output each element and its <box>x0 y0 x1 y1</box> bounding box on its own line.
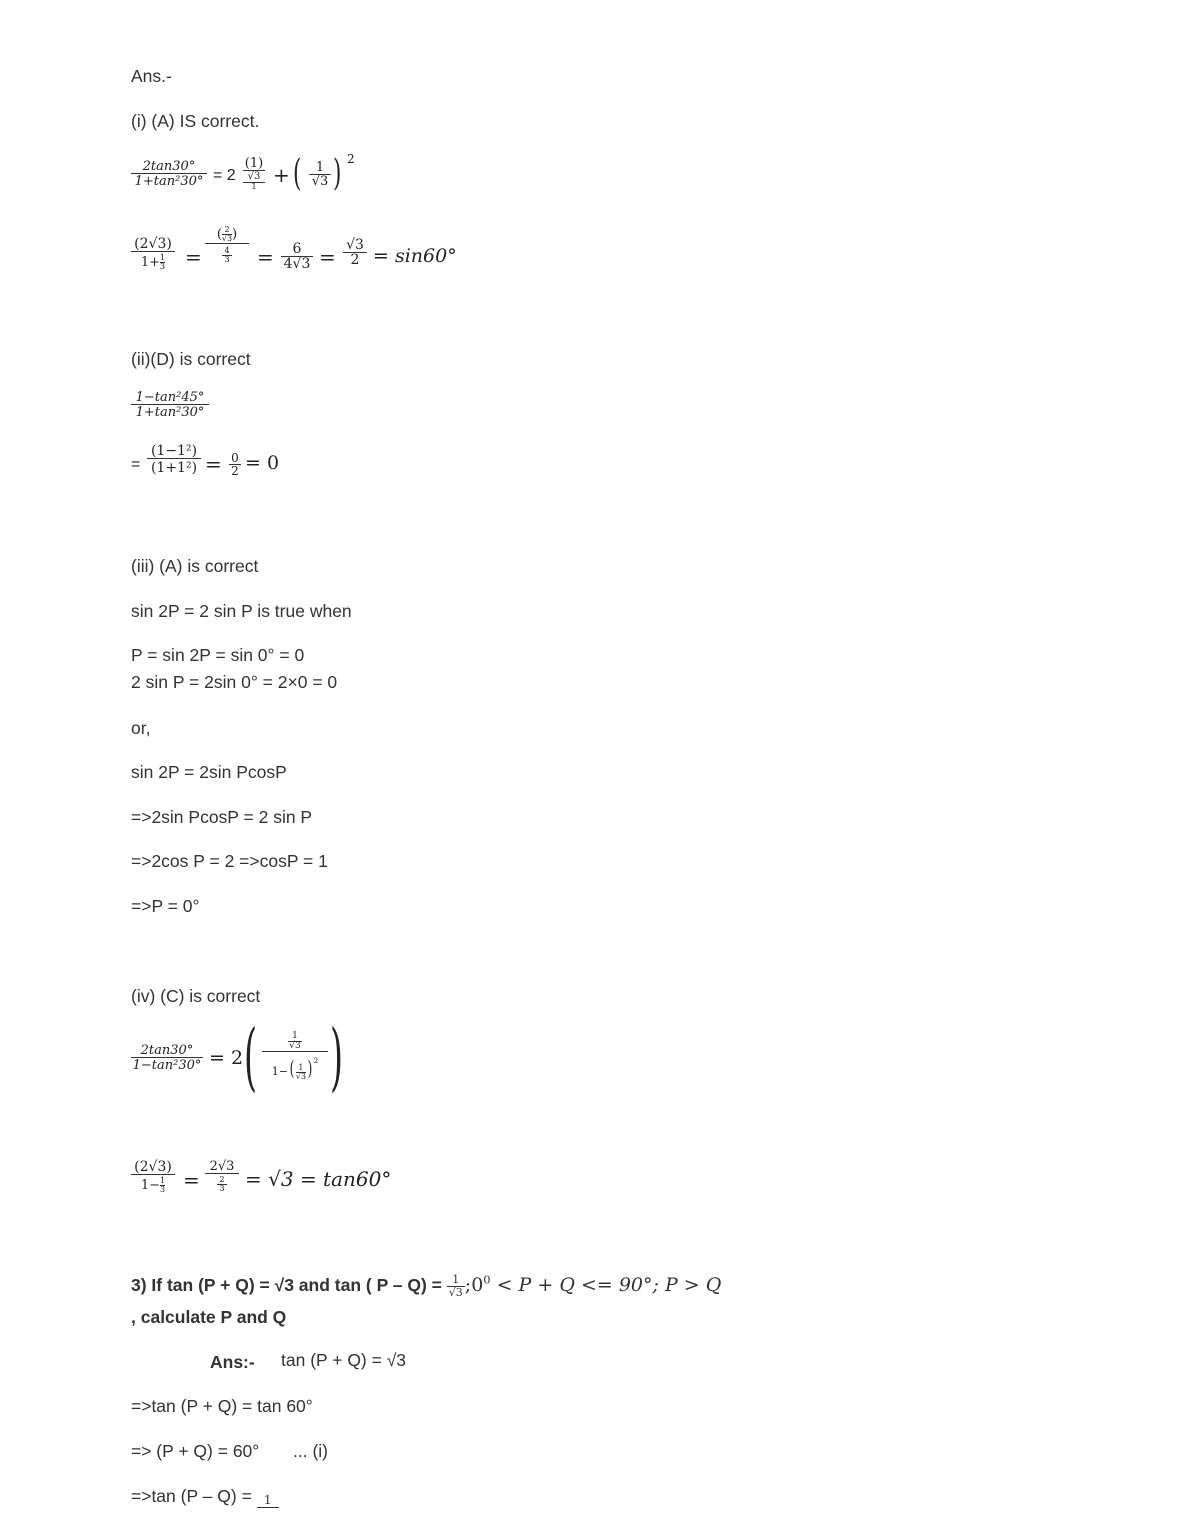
question-3 <box>131 1274 721 1299</box>
eq-numerator: 1−tan²45° <box>135 390 205 405</box>
eq-denominator: 1 <box>243 182 265 191</box>
eq-result: = 0 <box>245 452 280 474</box>
eq-denominator: 3 <box>217 1184 227 1193</box>
eq-numerator: 2tan30° <box>142 159 196 174</box>
eq-result: = sin60° <box>373 245 457 267</box>
eq-numerator: 2 <box>224 225 230 234</box>
eq-equals: = <box>183 1168 200 1192</box>
eq-numerator: (1) <box>244 156 264 171</box>
eq-equals: = 2 <box>209 1047 244 1069</box>
eq-denominator: √3 <box>289 1041 301 1051</box>
eq-denominator: √3 <box>309 174 331 188</box>
eq-numerator: 6 <box>292 241 302 257</box>
part-iii-line: =>2cos P = 2 =>cosP = 1 <box>131 851 328 871</box>
eq-denominator: √3 <box>295 1071 306 1081</box>
answer-3-line: => (P + Q) = 60° <box>131 1441 260 1461</box>
eq-den-prefix: 1− <box>140 1178 161 1193</box>
eq-exponent: 2 <box>313 1057 319 1065</box>
part-iii-line: =>P = 0° <box>131 896 200 916</box>
answer-3-line: =>tan (P + Q) = tan 60° <box>131 1396 313 1416</box>
part-iii-line: =>2sin PcosP = 2 sin P <box>131 807 313 827</box>
eq-denominator: √3 <box>221 234 233 243</box>
eq-equals: = <box>205 452 222 476</box>
eq-numerator: 0 <box>231 451 239 465</box>
part-iii-line: sin 2P = 2 sin P is true when <box>131 601 352 621</box>
eq-equals: = 2 <box>213 167 236 184</box>
eq-den-prefix: 1+ <box>140 255 161 270</box>
eq-denominator: 1+tan²30° <box>131 404 209 419</box>
paren-right: ) <box>333 153 342 194</box>
answer-3-first: tan (P + Q) = √3 <box>281 1350 407 1370</box>
eq-numerator: 2tan30° <box>140 1043 194 1058</box>
eq-numerator: 2√3 <box>209 1159 235 1174</box>
eq-result: = √3 = tan60° <box>245 1167 392 1191</box>
eq-denominator: √3 <box>243 170 265 182</box>
eq-denominator: 1−tan²30° <box>132 1058 202 1073</box>
eq-den-prefix: 1− <box>271 1065 288 1078</box>
eq-denominator: 1+tan²30° <box>131 173 207 188</box>
eq-numerator: 1 <box>160 253 166 262</box>
eq-numerator: 2 <box>219 1175 225 1184</box>
eq-denominator: 2 <box>343 252 367 267</box>
eq-numerator: 1 <box>315 160 325 175</box>
part-iii-line: or, <box>131 718 151 738</box>
question-text: ;0 <box>464 1274 484 1297</box>
eq-numerator: 1 <box>298 1062 304 1072</box>
eq-denominator: 2 <box>229 464 241 477</box>
ans-heading: Ans.- <box>131 66 172 86</box>
eq-denominator: 3 <box>160 1185 166 1194</box>
part-iii-line: P = sin 2P = sin 0° = 0 <box>131 645 305 665</box>
answer-3-label: Ans:- <box>210 1352 255 1372</box>
eq-denominator: (1+1²) <box>147 458 201 475</box>
part-iv-heading: (iv) (C) is correct <box>131 986 261 1006</box>
paren-left: ( <box>244 1014 257 1100</box>
eq-numerator: 1 <box>292 1031 298 1041</box>
paren-right: ) <box>330 1014 343 1100</box>
eq-numerator: (2√3) <box>134 1159 172 1175</box>
eq-numerator: 1 <box>160 1176 166 1185</box>
answer-3-tag: ... (i) <box>293 1441 328 1461</box>
eq-equals: = <box>319 245 336 269</box>
eq-numerator: (2√3) <box>134 236 172 252</box>
paren-left: ( <box>293 153 302 194</box>
part-iii-heading: (iii) (A) is correct <box>131 556 259 576</box>
eq-equals: = <box>257 245 274 269</box>
eq-exponent: 0 <box>483 1272 491 1287</box>
part-i-heading: (i) (A) IS correct. <box>131 111 260 131</box>
eq-numerator: 4 <box>224 246 230 255</box>
eq-denominator: 3 <box>222 255 232 264</box>
eq-numerator: (1−1²) <box>150 443 198 459</box>
eq-equals: = <box>131 456 141 473</box>
answer-text: =>tan (P – Q) = <box>131 1486 257 1506</box>
answer-3-line <box>131 1488 279 1508</box>
eq-exponent: 2 <box>347 152 355 166</box>
question-condition: < P + Q <= 90°; P > Q <box>490 1274 722 1297</box>
eq-numerator: √3 <box>346 237 364 253</box>
eq-numerator: 1 <box>263 1493 272 1507</box>
eq-equals: = <box>185 245 202 269</box>
question-3-line-2: , calculate P and Q <box>131 1307 287 1327</box>
eq-denominator: √3 <box>448 1286 463 1300</box>
eq-denominator: 4√3 <box>281 256 313 271</box>
eq-numerator: 1 <box>452 1273 460 1286</box>
eq-plus: + <box>273 163 290 187</box>
question-text: 3) If tan (P + Q) = √3 and tan ( P – Q) = <box>131 1275 447 1296</box>
part-ii-heading: (ii)(D) is correct <box>131 349 251 369</box>
part-iii-line: 2 sin P = 2sin 0° = 2×0 = 0 <box>131 672 338 692</box>
eq-denominator: 3 <box>160 262 166 271</box>
part-ii-fraction <box>131 391 209 419</box>
part-iii-line: sin 2P = 2sin PcosP <box>131 762 287 782</box>
